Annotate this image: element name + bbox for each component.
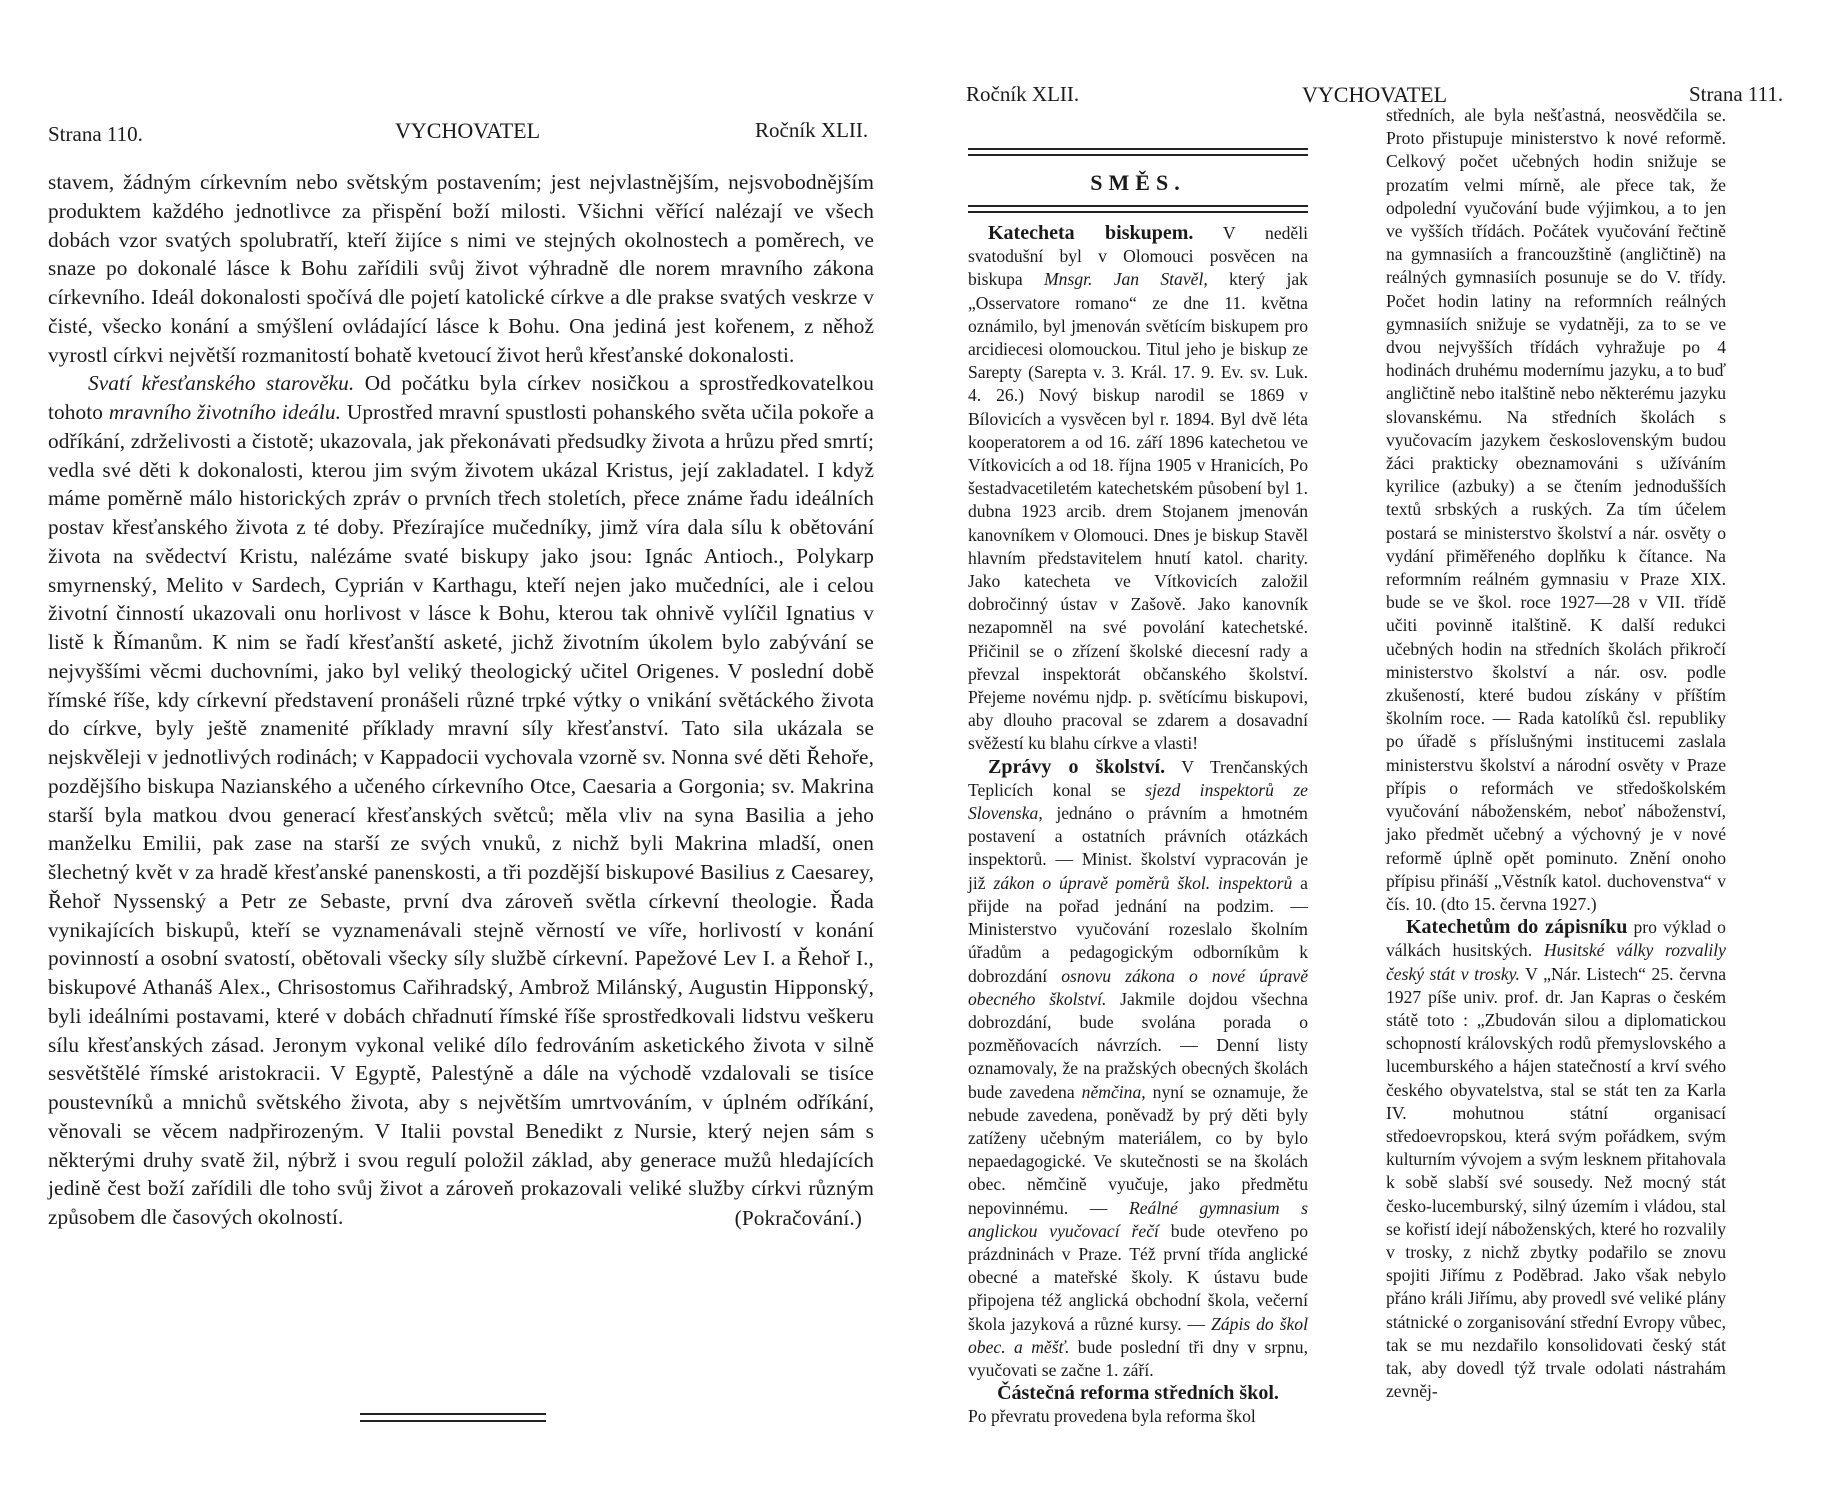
section-rule-bottom-2 — [968, 211, 1308, 213]
section-title: SMĚS. — [1090, 170, 1186, 195]
item-katechetum-do-zapisniku: Katechetům do zápisníku pro výklad o válkách husitských. Husitské války rozvalily český stát v trosky. V „Nár. Listech“ 25. června 1927 píše univ. prof. dr. Jan Kapras o českém státě toto : „Zbudován silou a diplomatickou schopností královských rodů přemyslovského a lucemburského a hájen statečností a krví svého českého obyvatelstva, stal se stát ten za Karla IV. mohutnou státní organisací středoevropskou, která svým pořádkem, svým kulturním vývojem a svým lesknem přitahovala k sobě slabší své sousedy. Než mocný stát česko-lucemburský, silný územím i vládou, stal se kořistí idejí náboženských, které ho rozvalily v trosky, z nichž zbytky podařilo se znovu spojiti Jiřímu z Poděbrad. Jako však nebylo přáno králi Jiřímu, aby provedl své veliké plány státnické o zorganisování střední Evropy vůbec, tak se mu nezdařilo konsolidovati český stát tak, aby dovedl týž trvale odolati nástrahám zevněj- — [1386, 916, 1726, 1402]
section-rule-bottom-1 — [968, 205, 1308, 207]
item-reforma-continued: středních, ale byla nešťastná, neosvědčila se. Proto přistupuje ministerstvo k nové reformě. Celkový počet učebných hodin snižuje se prozatím velmi mírně, ale přece tak, že odpolední vyučování bude výjimkou, a to jen ve vyšších třídách. Počátek vyučování řečtině na gymnasiích a francouzštině (angličtině) na reálných gymnasiích posunuje se do V. třídy. Počet hodin latiny na reformních reálných gymnasiích snižuje se vydatněji, za to se ve dvou nejvyšších třídách vyhražuje po 4 hodinách druhému modernímu jazyku, a to buď angličtině nebo italštině nebo některému jazyku slovanskému. Na středních školách s vyučovacím jazykem československým budou žáci prakticky obeznamováni s užíváním kyrilice (azbuky) a se čtením jednodušších textů srbských a ruských. Za tím účelem postará se ministerstvo školství a nár. osvěty o vydání přiměřeného doplňku k čítance. Na reformním reálném gymnasiu v Praze XIX. bude se ve škol. roce 1927—28 v VII. třídě učiti povinně italštině. K další redukci učebných hodin na středních školách přikročí ministerstvo školství a nár. osv. podle zkušeností, které budou získány v příštím školním roce. — Rada katolíků čsl. republiky po úřadě s příslušnými institucemi zaslala ministerstvu školství a národní osvěty v Praze přípis o reformách ve středoškolském vyučování náboženském, neboť náboženství, jako předmět učebný a výchovný je v nové reformě úplně opět pominuto. Znění onoho přípisu přináší „Věstník katol. duchovenstva“ v čís. 10. (dto 15. června 1927.) — [1386, 105, 1726, 914]
paragraph-2: Svatí křesťanského starověku. Od počátku byla církev nosičkou a sprostředkovatelkou tohoto mravního životního ideálu. Uprostřed mravní spustlosti pohanského světa učila pokoře a odříkání, zdrželivosti a čistotě; ukazovala, jak překonávati předsudky života a hrůzu před smrtí; vedla své děti k dokonalosti, kterou jim svým životem ukázal Kristus, její zakladatel. I když máme poměrně málo historických zpráv o prvních třech stoletích, přece známe řadu ideálních postav křesťanského života z té doby. Přezírajíce mučedníky, jimž víra dala sílu k obětování života na svědectví Kristu, nalézáme svaté biskupy jako jsou: Ignác Antioch., Polykarp smyrnenský, Melito v Sardech, Cyprián v Karthagu, kteří nejen jako mučedníci, ale i celou životní činností ukazovali onu horlivost v lásce k Bohu, kterou tak ohnivě vylíčil Ignatius v listě k Římanům. K nim se řadí křesťanští asketé, jichž životním úkolem bylo zabývání se nejvyššími věcmi duchovními, jako byl veliký theologický učitel Origenes. V poslední době římské říše, kdy církevní představení pronášeli různé trpké výtky o vnikání světáckého života do církve, byly ještě znamenité příklady mravní síly křesťanství. Tato sila ukázala se nejskvěleji v jednotlivých rodinách; v Kappadocii vychovala vzorně sv. Nonna své děti Řehoře, pozdějšího biskupa Nazianského a učeného církevního Otce, Caesaria a Gorgonia; sv. Makrina starší byla matkou dvou generací křesťanských světců; měla vliv na syna Basilia a jeho manželku Emilii, pak zase na starší ze svých vnuků, z nichž byli Makrina mladší, onen šlechetný květ v za hradě křesťanské panenskosti, a tři pozdější biskupové Basilius z Caesarey, Řehoř Nyssenský a Petr ze Sebaste, první dva zároveň světla církevní theologie. Řada vynikajících biskupů, kteří se vyznamenávali stejně věrností ve víře, horlivostí v konání povinností a osobní svatostí, obětovali všecky síly službě církevní. Papežové Lev I. a Řehoř I., biskupové Athanáš Alex., Chrisostomus Cařihradský, Ambrož Milánský, Augustin Hipponský, byli ideálními postavami, které v dobách chřadnutí římské říše sprostředkovali lidstvu veškeru sílu křesťanských zásad. Jeronym vykonal veliké dílo fedrováním asketického života v silně sesvětštělé římské aristokracii. V Egyptě, Palestýně a dále na východě vzdalovali se tisíce poustevníků a mnichů světského života, aby s největším umrtvováním, v úplném odříkání, věnovali se věcem nadpřirozeným. V Italii povstal Benedikt z Nursie, který nejen sám s některými druhy svatě žil, nýbrž i svou regulí položil základ, aby generace mužů hledajících jedině čest boží zařídili dle toho svůj život a zároveň prokazovali veliké služby církvi různým způsobem dle časových okolností. — [48, 371, 875, 1229]
right-column-1 — [968, 222, 1308, 1429]
item-castecna-reforma-text: Po převratu provedena byla reforma škol — [968, 1406, 1256, 1427]
section-rule-top-1 — [968, 148, 1308, 150]
left-journal-title: VYCHOVATEL — [395, 118, 541, 143]
right-page-number: Strana 111. — [1689, 82, 1784, 106]
end-rule-2 — [360, 1420, 546, 1422]
item-title: Zprávy o školství. — [988, 755, 1166, 778]
item-katecheta-biskupem: Katecheta biskupem. V neděli svatodušní byl v Olomouci posvěcen na biskupa Mnsgr. Jan Stavěl, který jak „Osservatore romano“ ze dne 11. května oznámilo, byl jmenován světícím biskupem pro arcidiecesi olomouckou. Titul jeho je biskup ze Sarepty (Sarepta v. 3. Král. 17. 9. Ev. sv. Luk. 4. 26.) Nový biskup narodil se 1869 v Bílovicích a vysvěcen byl r. 1894. Byl dvě léta kooperatorem a od 16. září 1896 katechetou ve Vítkovicích a od 18. října 1905 v Hranicích, Po šestadvacetiletém katechetském působení byl 1. dubna 1923 arcib. drem Stojanem jmenován kanovníkem v Olomouci. Dnes je biskup Stavěl hlavním představitelem hnutí katol. charity. Jako katecheta ve Vítkovicích založil dobročinný ústav v Zašově. Jako kanovník nezapomněl na své povolání katechetské. Přičinil se o zřízení školské diecesní rady a převzal inspektorát občanského školství. Přejeme novému njdp. p. světícímu biskupovi, aby dlouho pracoval se zdarem a dosavadní svěžestí ku blahu církve a vlasti! — [968, 222, 1309, 754]
left-page-number: Strana 110. — [48, 122, 143, 146]
right-journal-title: VYCHOVATEL — [1302, 82, 1448, 107]
paragraph-2-title: Svatí křesťanského starověku. — [88, 371, 355, 396]
item-title: Katechetům do zápisníku — [1406, 916, 1628, 939]
left-volume: Ročník XLII. — [755, 118, 869, 142]
end-rule-1 — [360, 1413, 546, 1415]
right-volume: Ročník XLII. — [966, 82, 1080, 106]
section-rule-top-2 — [968, 154, 1308, 156]
item-castecna-reforma-title: Částečná reforma středních škol. — [997, 1382, 1279, 1405]
continuation-note: (Pokračování.) — [734, 1205, 862, 1230]
left-page-body — [48, 168, 874, 1233]
right-column-2 — [1386, 104, 1726, 1403]
paragraph-1: stavem, žádným církevním nebo světským postavením; jest nejvlastnějším, nejsvobodnějším produktem každého jednotlivce za přispění boží milosti. Všichni věřící nalézají ve všech dobách vzor svatých spolubratří, kteří žijíce s nimi ve stejných okolnostech a poměrech, ve snaze po dokonalé lásce k Bohu zařídili svůj život výhradně dle norem mravního zákona církevního. Ideál dokonalosti spočívá dle pojetí katolické církve a dle prakse svatých veskrze v čisté, všecko konání a smýšlení ovládající lásce k Bohu. Ona jediná jest kořenem, z něhož vyrostl církvi největší rozmanitostí bohatě kvetoucí život herů křesťanské dokonalosti. — [48, 170, 874, 367]
item-title: Katecheta biskupem. — [988, 222, 1194, 244]
item-zpravy-o-skolstvi: Zprávy o školství. V Trenčanských Teplicích konal se sjezd inspektorů ze Slovenska, jednáno o právním a hmotném postavení a ostatních právních otázkách inspektorů. — Minist. školství vypracován je již zákon o úpravě poměrů škol. inspektorů a přijde na pořad jednání na podzim. — Ministerstvo vyučování rozeslalo školním úřadům a pedagogickým odborníkům k dobrozdání osnovu zákona o nové úpravě obecného školství. Jakmile dojdou všechna dobrozdání, bude svolána porada o pozměňovacích návrzích. — Denní listy oznamovaly, že na pražských obecných školách bude zavedena němčina, nyní se oznamuje, že nebude zavedena, poněvadž by prý děti byly zatíženy učebným materiálem, co by bylo nepaedagogické. Ve skutečnosti se na školách obec. němčině vyučuje, jako předmětu nepovinnému. — Reálné gymnasium s anglickou vyučovací řečí bude otevřeno po prázdninách v Praze. Též první třída anglické obecné a mateřské školy. K ústavu bude připojena též anglická obchodní škola, večerní škola jazyková a různé kursy. — Zápis do škol obec. a měšť. bude poslední tři dny v srpnu, vyučovati se začne 1. září. — [968, 755, 1309, 1380]
right-page — [916, 0, 1832, 1500]
